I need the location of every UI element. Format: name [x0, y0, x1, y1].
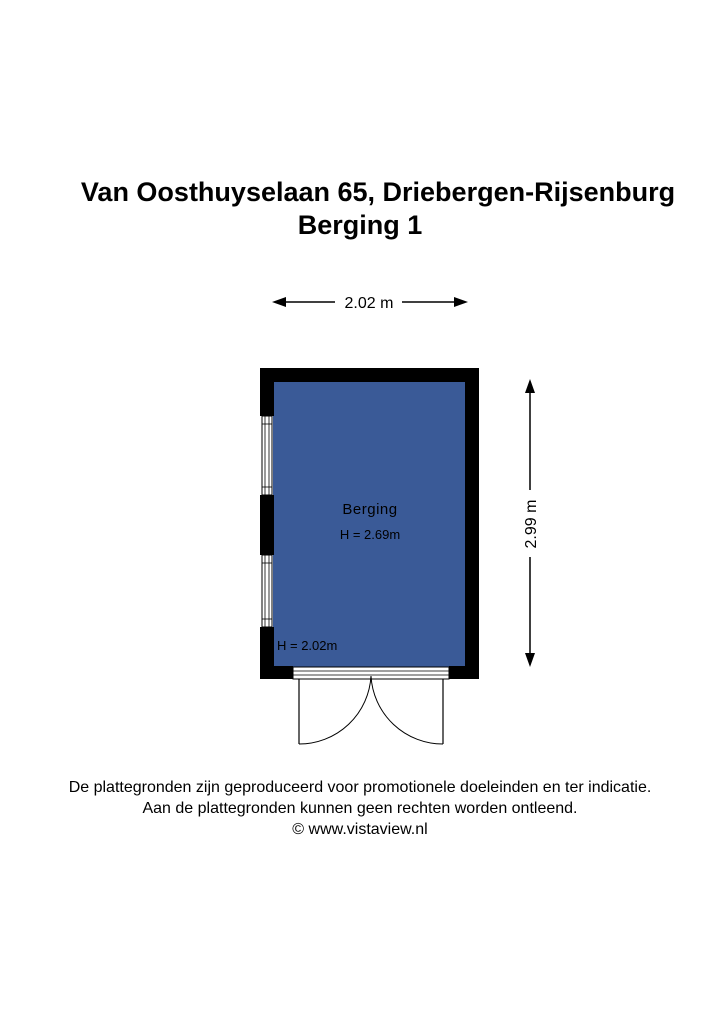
arrow-down-icon — [525, 653, 535, 667]
arrow-left-icon — [272, 297, 286, 307]
copyright-line: © www.vistaview.nl — [292, 821, 428, 838]
width-dimension — [272, 295, 468, 312]
opening-height: H = 2.02m — [277, 638, 338, 653]
disclaimer-line-2: Aan de plattegronden kunnen geen rechten worden ontleend. — [142, 800, 578, 817]
depth-label: 2.99 m — [523, 499, 540, 549]
arrow-up-icon — [525, 379, 535, 393]
plan-subtitle: Berging 1 — [297, 210, 423, 240]
room-height: H = 2.69m — [339, 527, 401, 542]
room-floor — [273, 381, 466, 667]
window-lower — [262, 555, 272, 627]
room-name: Berging — [342, 501, 398, 518]
window-upper — [262, 416, 272, 495]
disclaimer-line-1: De plattegronden zijn geproduceerd voor promotionele doeleinden en ter indicatie. — [68, 779, 652, 796]
arrow-right-icon — [454, 297, 468, 307]
depth-dimension — [523, 379, 540, 667]
width-label: 2.02 m — [344, 295, 394, 312]
plan-title: Van Oosthuyselaan 65, Driebergen-Rijsenburg — [80, 177, 676, 207]
double-door — [299, 676, 443, 744]
